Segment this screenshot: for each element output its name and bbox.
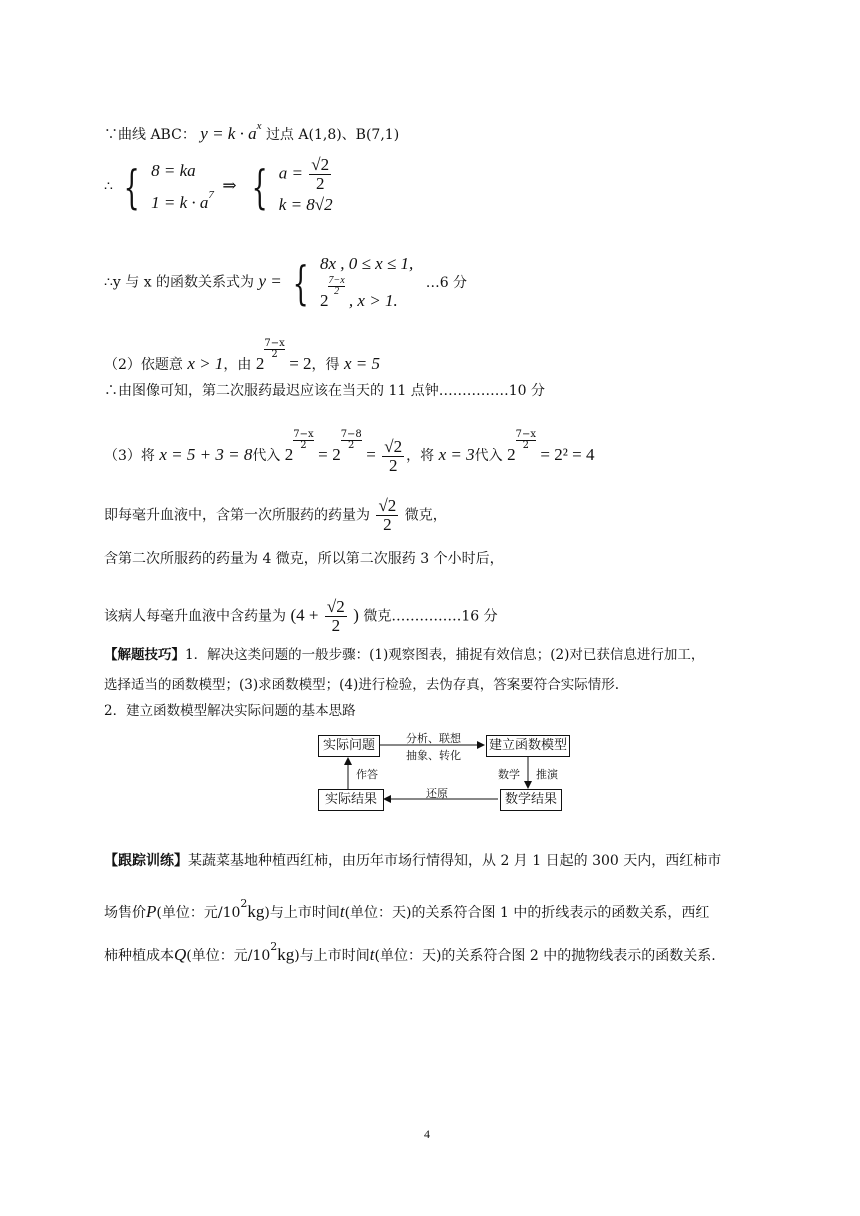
tips-line-3: 2．建立函数模型解决实际问题的基本思路: [104, 703, 356, 719]
implies-symbol: ⇒: [222, 175, 237, 195]
system-equations: ∴ { 8 = ka $1 = k \cdot a^7$ ⇒ { a = $\frac{√2}{2}$ k = 8√2: [104, 156, 333, 217]
part2-conclusion: ∴由图像可知，第二次服药最迟应该在当天的 11 点钟……………10 分: [104, 383, 545, 399]
piecewise-prefix: ∴y 与 x 的函数关系式为: [104, 274, 255, 291]
track-label: 【跟踪训练】: [104, 853, 188, 869]
first-dose-line: 即每毫升血液中，含第一次所服药的药量为 $\frac{√2}{2}$ 微克，: [104, 496, 447, 534]
box-real-result: 实际结果: [318, 789, 384, 811]
page-number: 4: [424, 1127, 430, 1141]
piecewise-cases: 8x , 0 ≤ x ≤ 1, 2 $\frac{7-x}{2}$ , x > 1.: [319, 254, 414, 310]
total-dose-line: 该病人每毫升血液中含药量为 (4 + $\frac{√2}{2}$ ) 微克……………16 分: [104, 597, 498, 635]
label-restore: 还原: [426, 787, 448, 800]
curve-abc-line: [104, 116, 399, 145]
flow-diagram: [318, 732, 567, 813]
second-dose-line: 含第二次所服药的药量为 4 微克，所以第二次服药 3 个小时后，: [104, 551, 504, 567]
label-analyze: 分析、联想: [406, 732, 461, 745]
tips-line-1: 【解题技巧】1．解决这类问题的一般步骤：(1)观察图表，捕捉有效信息；(2)对已获信息进行加工，: [104, 647, 705, 663]
label-deduce: 推演: [536, 768, 558, 781]
part3-line: （3）将 x = 5 + 3 = 8代入 2 $\frac{7-x}{2}$ = 2 $\frac{7-8}{2}$ = $\frac{√2}{2}$ ，将 x = 3代入 2 $\frac{7-x}{2}$ = 2² = 4: [104, 429, 595, 475]
therefore-symbol: ∴: [104, 178, 113, 195]
curve-formula: $y = k \cdot a^x$: [200, 120, 262, 143]
piecewise-function: ∴y 与 x 的函数关系式为 y = { 8x , 0 ≤ x ≤ 1, 2 $\frac{7-x}{2}$ , x > 1. …6 分: [104, 252, 467, 313]
tips-label: 【解题技巧】: [104, 647, 185, 663]
track-line-3: 柿种植成本Q(单位：元$/10^2kg$)与上市时间t(单位：天)的关系符合图 2 中的抛物线表示的函数关系.: [104, 940, 716, 964]
tips-line-2: 选择适当的函数模型；(3)求函数模型；(4)进行检验，去伪存真，答案要符合实际情形.: [104, 677, 620, 693]
equation-system-left: 8 = ka $1 = k \cdot a^7$: [151, 160, 214, 212]
label-math: 数学: [498, 768, 520, 781]
label-answer: 作答: [356, 768, 378, 781]
label-abstract: 抽象、转化: [406, 749, 461, 762]
curve-suffix: 过点 A(1,8)、B(7,1): [265, 127, 400, 143]
box-real-problem: 实际问题: [318, 735, 380, 757]
track-line-1: 【跟踪训练】某蔬菜基地种植西红柿，由历年市场行情得知，从 2 月 1 日起的 300 天内，西红柿市: [104, 853, 722, 869]
equation-system-right: a = $\frac{√2}{2}$ k = 8√2: [278, 155, 333, 214]
curve-prefix: ∵曲线 ABC：: [104, 127, 196, 143]
box-math-result: 数学结果: [500, 789, 562, 811]
score-6: …6 分: [425, 274, 468, 291]
part2-line: （2）依题意 x > 1，由 2 $\frac{7-x}{2}$ = 2，得 x = 5: [104, 338, 381, 373]
track-line-2: 场售价P(单位：元$/10^2kg$)与上市时间t(单位：天)的关系符合图 1 中的折线表示的函数关系，西红: [104, 897, 710, 921]
box-build-model: 建立函数模型: [486, 735, 570, 757]
